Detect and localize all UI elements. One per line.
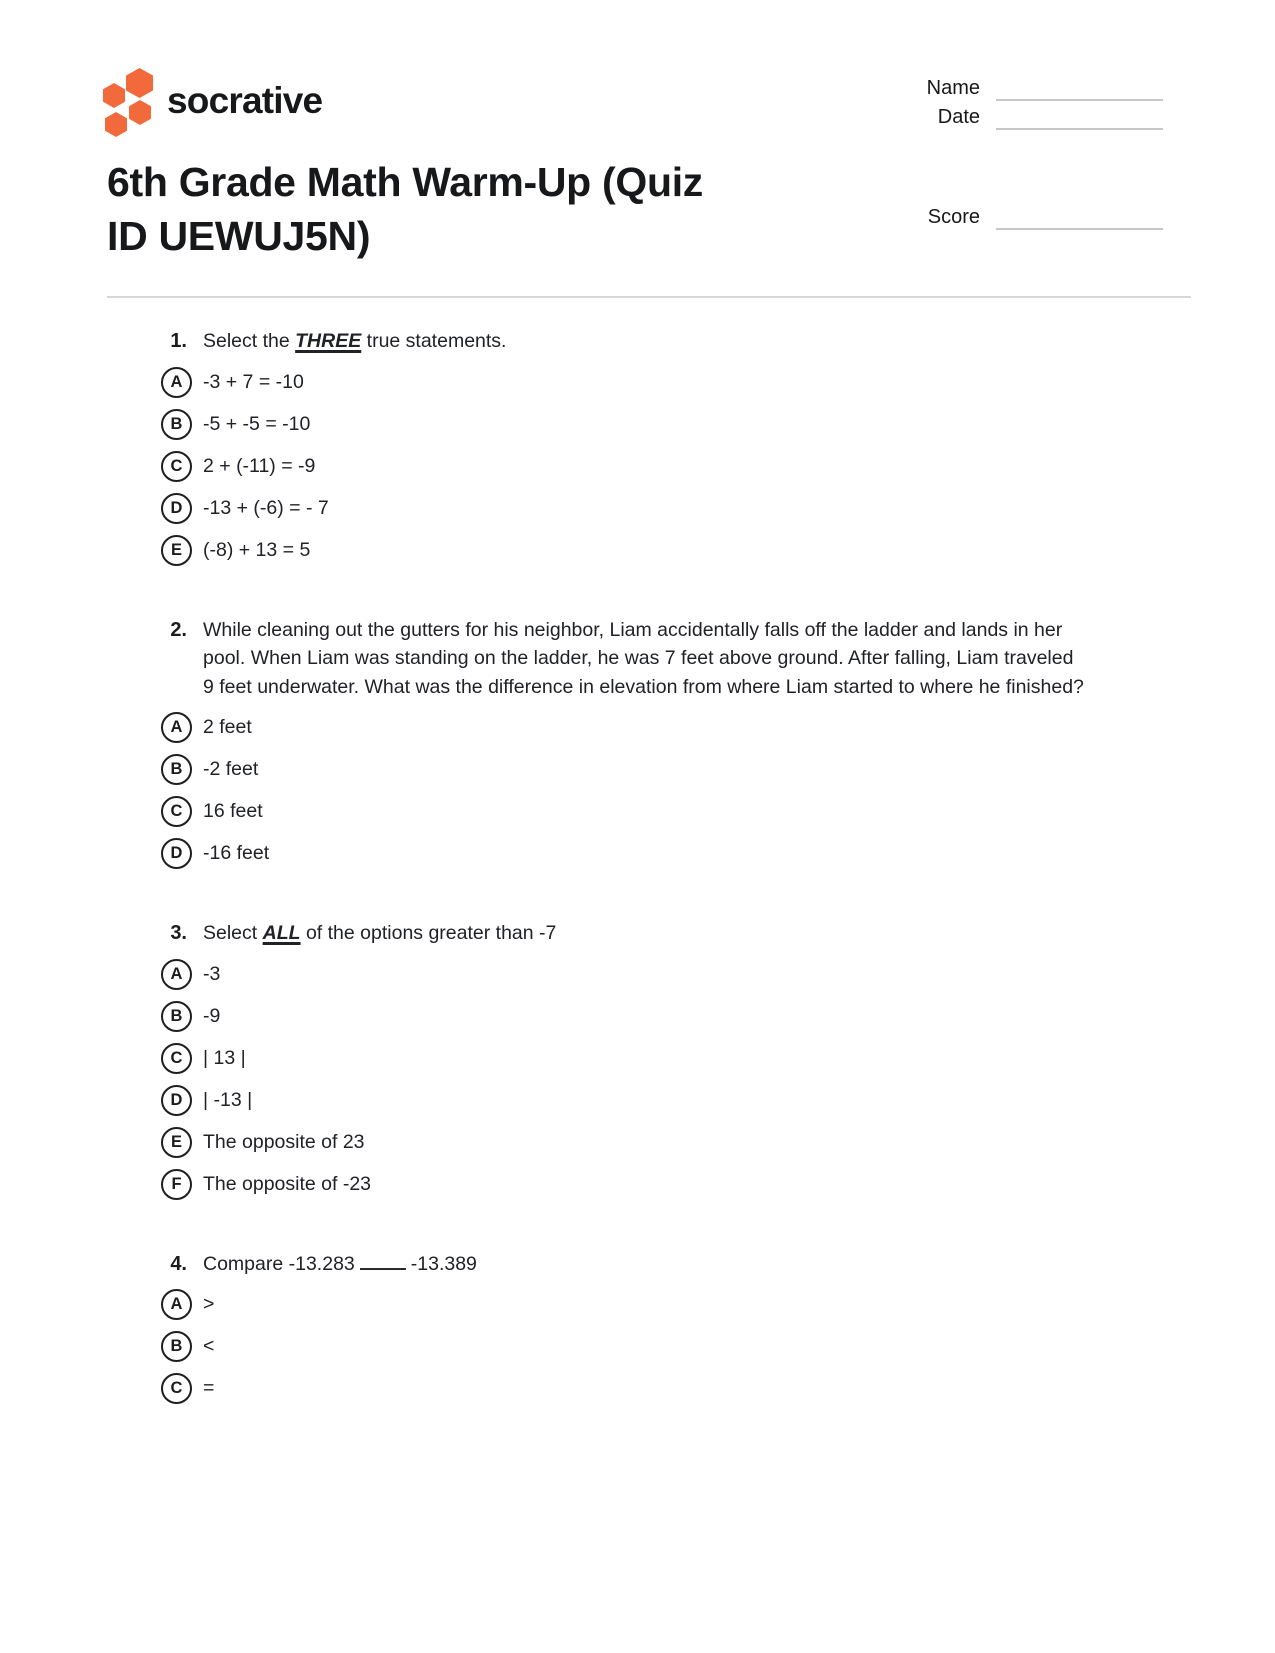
option-letter: A [170,964,183,983]
option-1e[interactable] [161,535,1121,566]
question-3-stem [161,919,1121,948]
answer-blank-line [360,1250,406,1270]
option-bubble [161,959,192,990]
score-write-in-line [996,204,1163,230]
option-letter: E [170,1132,182,1151]
option-bubble [161,1169,192,1200]
option-letter: B [170,1337,183,1355]
option-text: -13 + (-6) = - 7 [203,496,329,519]
stem-text-pre: Select the [203,330,296,352]
question-2-stem [161,616,1121,702]
page-title-line1: 6th Grade Math Warm-Up (Quiz [107,159,703,205]
question-3 [161,919,1121,1200]
option-bubble [161,712,192,743]
option-2d[interactable] [161,838,1121,869]
option-text: -9 [203,1004,221,1027]
questions-list [161,327,1121,1404]
question-1 [161,327,1121,566]
stem-text-pre: Compare -13.283 [203,1252,355,1275]
hexagon-icon [105,112,127,137]
name-field [875,75,1163,101]
option-1c[interactable] [161,451,1121,482]
option-bubble [161,1001,192,1032]
option-letter: A [170,372,183,391]
option-letter: A [170,718,183,736]
stem-text-post: -13.389 [410,1252,477,1275]
option-2b[interactable] [161,754,1121,785]
option-text: -5 + -5 = -10 [203,412,311,435]
option-text: -16 feet [203,842,270,864]
option-text: -2 feet [203,758,259,780]
option-letter: D [170,1090,183,1109]
option-letter: D [170,844,183,862]
hexagon-icon [126,68,153,98]
question-number: 2. [170,618,187,641]
option-text: 16 feet [203,800,263,822]
option-letter: F [171,1174,182,1193]
option-bubble [161,1085,192,1116]
question-1-options [161,367,1121,566]
hexagon-icon [129,100,151,125]
option-text: The opposite of 23 [203,1130,365,1153]
option-1b[interactable] [161,409,1121,440]
option-3f[interactable] [161,1169,1121,1200]
stem-text-emphasis: ALL [262,922,301,944]
question-2 [161,616,1121,870]
question-text: While cleaning out the gutters for his neighbor, Liam accidentally falls off the ladder and lands in her pool. When Liam was standing on the ladder, he was 7 feet above ground. After falling, Liam traveled 9 feet underwater. What was the difference in elevation from where Liam started to where he finished? [203,618,1084,698]
question-number: 3. [170,922,187,944]
option-letter: C [170,802,183,820]
option-bubble [161,493,192,524]
question-4-stem [161,1250,1121,1279]
date-field [875,104,1163,130]
option-text: < [203,1335,215,1357]
question-text [203,327,1087,356]
option-bubble [161,409,192,440]
stem-text-pre: Select [203,922,263,944]
option-letter: D [170,498,183,517]
option-letter: C [170,1379,183,1397]
option-text: -3 [203,962,221,985]
question-2-options [161,712,1121,869]
option-text: -3 + 7 = -10 [203,370,304,393]
option-letter: B [170,1006,183,1025]
page-title-line2: ID UEWUJ5N) [107,213,371,259]
option-text: 2 + (-11) = -9 [203,454,316,477]
option-bubble [161,451,192,482]
option-letter: B [170,414,183,433]
option-bubble [161,1289,192,1320]
socrative-hexagons-icon [100,66,154,136]
option-bubble [161,796,192,827]
option-letter: C [170,1048,183,1067]
option-bubble [161,1127,192,1158]
option-bubble [161,1043,192,1074]
question-4-options [161,1289,1121,1404]
name-label: Name [926,77,980,99]
option-letter: C [170,456,183,475]
stem-text-post: true statements. [361,330,507,352]
option-3d[interactable] [161,1085,1121,1116]
option-text: | 13 | [203,1046,246,1069]
stem-text-post: of the options greater than -7 [300,922,557,944]
option-letter: A [170,1295,183,1313]
option-3a[interactable] [161,959,1121,990]
header-divider [107,296,1191,298]
option-letter: B [170,760,183,778]
date-write-in-line [996,104,1163,130]
question-4 [161,1250,1121,1405]
socrative-logo-text: socrative [167,80,323,121]
option-2a[interactable] [161,712,1121,743]
option-bubble [161,838,192,869]
question-1-stem [161,327,1121,356]
name-write-in-line [996,75,1163,101]
question-number: 4. [170,1252,187,1275]
option-bubble [161,754,192,785]
score-field [875,204,1163,230]
option-4a[interactable] [161,1289,1121,1320]
question-text [203,1250,1087,1279]
option-text: > [203,1293,215,1315]
option-text: 2 feet [203,716,252,738]
page-title [107,155,887,263]
option-bubble [161,1331,192,1362]
option-text: = [203,1377,215,1399]
stem-text-emphasis: THREE [295,330,362,352]
option-1d[interactable] [161,493,1121,524]
option-letter: E [170,540,182,559]
date-label: Date [937,106,980,128]
question-text [203,919,1087,948]
option-bubble [161,535,192,566]
option-4c[interactable] [161,1373,1121,1404]
option-3b[interactable] [161,1001,1121,1032]
option-bubble [161,367,192,398]
question-number: 1. [170,330,187,352]
option-3e[interactable] [161,1127,1121,1158]
option-4b[interactable] [161,1331,1121,1362]
hexagon-icon [103,83,125,108]
option-text: The opposite of -23 [203,1172,372,1195]
option-text: (-8) + 13 = 5 [203,538,311,561]
option-3c[interactable] [161,1043,1121,1074]
option-bubble [161,1373,192,1404]
option-1a[interactable] [161,367,1121,398]
option-text: | -13 | [203,1088,253,1111]
question-3-options [161,959,1121,1200]
option-2c[interactable] [161,796,1121,827]
socrative-logo [100,66,322,136]
score-label: Score [927,206,980,228]
